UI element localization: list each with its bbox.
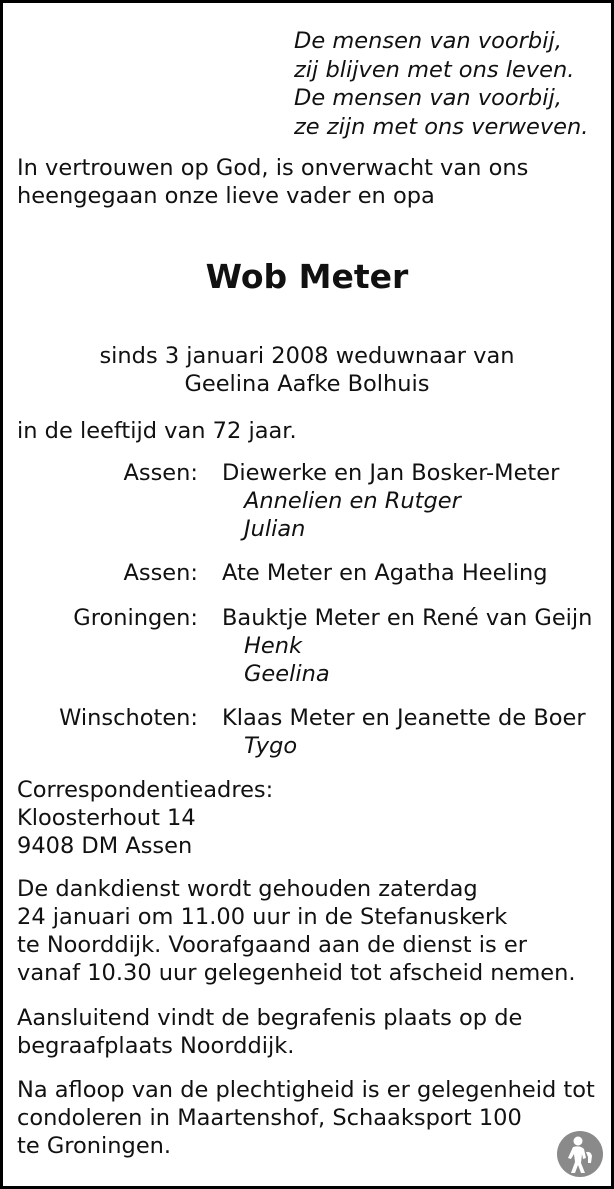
condolence-line: Na afloop van de plechtigheid is er gelegenheid tot	[17, 1077, 595, 1103]
widower-text	[0, 342, 614, 398]
family-names: Diewerke en Jan Bosker-Meter	[222, 460, 560, 486]
family-place: Winschoten:	[59, 705, 198, 731]
grandchild-name: Henk	[244, 633, 303, 659]
grandchild-name: Annelien en Rutger	[244, 488, 461, 514]
intro-line: heengegaan onze lieve vader en opa	[17, 183, 435, 209]
burial-line: Aansluitend vindt de begrafenis plaats op de	[17, 1005, 523, 1031]
service-info	[17, 875, 576, 987]
age-line: in de leeftijd van 72 jaar.	[17, 418, 297, 444]
correspondence-line: Correspondentieadres:	[17, 777, 274, 803]
widower-line: Geelina Aafke Bolhuis	[184, 371, 430, 397]
condolence-line: te Groningen.	[17, 1133, 172, 1159]
poem-line: De mensen van voorbij,	[294, 85, 562, 111]
service-line: 24 januari om 11.00 uur in de Stefanuskerk	[17, 904, 508, 930]
deceased-name: Wob Meter	[205, 257, 409, 296]
grandchild-name: Geelina	[244, 661, 330, 687]
condolence-info	[17, 1076, 595, 1160]
burial-info	[17, 1004, 522, 1060]
family-names: Klaas Meter en Jeanette de Boer	[222, 705, 586, 731]
grandchild-name: Tygo	[244, 733, 298, 759]
family-names: Ate Meter en Agatha Heeling	[222, 560, 548, 586]
correspondence-line: Kloosterhout 14	[17, 805, 196, 831]
family-place: Groningen:	[73, 605, 198, 631]
memorial-figure-logo-icon	[556, 1130, 604, 1178]
poem-line: ze zijn met ons verweven.	[294, 113, 589, 140]
intro-text	[17, 154, 528, 210]
correspondence-address	[17, 776, 273, 860]
service-line: te Noorddijk. Voorafgaand aan de dienst is er	[17, 932, 527, 958]
intro-line: In vertrouwen op God, is onverwacht van ons	[17, 155, 529, 181]
poem-line: zij blijven met ons leven.	[294, 56, 575, 83]
service-line: vanaf 10.30 uur gelegenheid tot afscheid nemen.	[17, 960, 576, 986]
condolence-line: condoleren in Maartenshof, Schaaksport 100	[17, 1105, 522, 1131]
poem-line: De mensen van voorbij,	[294, 28, 562, 54]
widower-line: sinds 3 januari 2008 weduwnaar van	[99, 343, 515, 369]
grandchild-name: Julian	[244, 516, 306, 542]
burial-line: begraafplaats Noorddijk.	[17, 1033, 295, 1059]
family-place: Assen:	[123, 560, 198, 586]
poem	[294, 27, 588, 141]
correspondence-line: 9408 DM Assen	[17, 833, 193, 859]
family-place: Assen:	[123, 460, 198, 486]
family-names: Bauktje Meter en René van Geijn	[222, 605, 593, 631]
service-line: De dankdienst wordt gehouden zaterdag	[17, 876, 478, 902]
